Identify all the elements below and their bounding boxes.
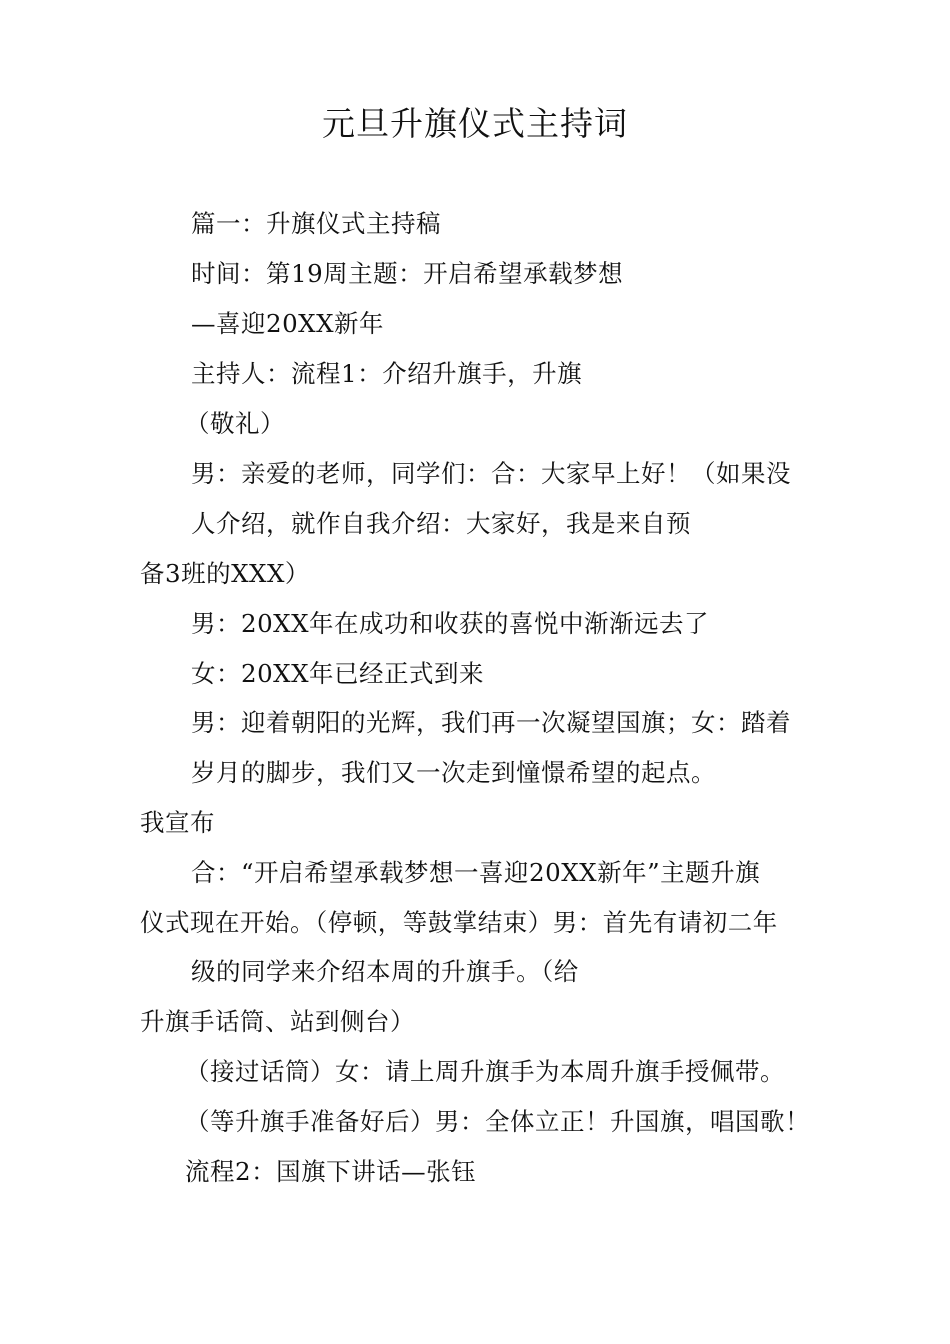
text-line: 流程2：国旗下讲话—张钰	[185, 1157, 477, 1186]
text-line: 我宣布	[140, 808, 215, 837]
text-line: 人介绍，就作自我介绍：大家好，我是来自预	[191, 509, 691, 538]
text-line: 男：迎着朝阳的光辉，我们再一次凝望国旗；女：踏着	[191, 708, 791, 737]
text-line: 时间：第19周主题：开启希望承载梦想	[191, 259, 624, 288]
text-line: 女：20XX年已经正式到来	[191, 659, 485, 688]
text-line: 男：20XX年在成功和收获的喜悦中渐渐远去了	[191, 609, 710, 638]
text-line: 仪式现在开始。（停顿，等鼓掌结束）男：首先有请初二年	[140, 908, 778, 937]
text-line: 主持人：流程1：介绍升旗手，升旗	[191, 359, 583, 388]
text-line: 岁月的脚步，我们又一次走到憧憬希望的起点。	[191, 758, 716, 787]
text-line: 升旗手话筒、站到侧台）	[140, 1007, 415, 1036]
text-line: （敬礼）	[185, 409, 285, 438]
text-line: （接过话筒）女：请上周升旗手为本周升旗手授佩带。	[185, 1057, 785, 1086]
text-line: 合：“开启希望承载梦想一喜迎20XX新年”主题升旗	[191, 858, 761, 887]
text-line: （等升旗手准备好后）男：全体立正！升国旗，唱国歌！	[185, 1107, 810, 1136]
text-line: 篇一：升旗仪式主持稿	[191, 209, 441, 238]
text-line: 备3班的XXX）	[140, 559, 310, 588]
text-line: 男：亲爱的老师，同学们：合：大家早上好！（如果没	[191, 459, 791, 488]
text-line: —喜迎20XX新年	[191, 309, 385, 338]
text-line: 级的同学来介绍本周的升旗手。（给	[191, 957, 579, 986]
document-title: 元旦升旗仪式主持词	[322, 104, 628, 143]
